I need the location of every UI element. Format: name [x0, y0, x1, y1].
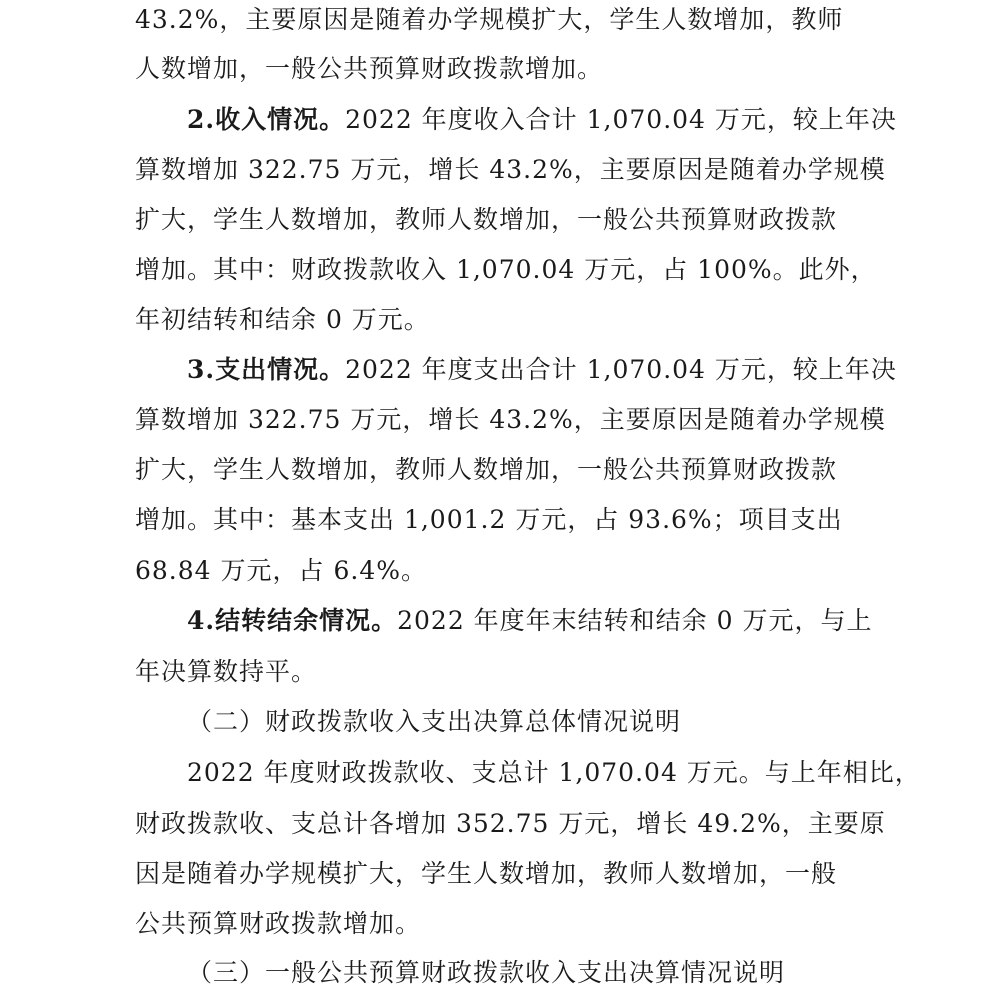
- text-line-16: [187, 753, 921, 793]
- line-text: 财政拨款收、支总计各增加 352.75 万元，增长 49.2%，主要原: [135, 809, 886, 838]
- text-line-9: [135, 400, 886, 440]
- text-line-7: [135, 300, 430, 340]
- line-text: 2022 年度年末结转和结余 0 万元，与上: [397, 606, 873, 635]
- line-text: 算数增加 322.75 万元，增长 43.2%，主要原因是随着办学规模: [135, 155, 886, 184]
- line-text: 扩大，学生人数增加，教师人数增加，一般公共预算财政拨款: [135, 455, 838, 484]
- line-text: 公共预算财政拨款增加。: [135, 909, 422, 938]
- text-line-6: [135, 250, 877, 290]
- text-line-10: [135, 450, 837, 490]
- line-text: 算数增加 322.75 万元，增长 43.2%，主要原因是随着办学规模: [135, 405, 886, 434]
- section-4-balance-heading-line: [187, 601, 872, 641]
- text-line-17: [135, 804, 886, 844]
- line-text: 2022 年度财政拨款收、支总计 1,070.04 万元。与上年相比，: [187, 758, 921, 787]
- text-line-18: [135, 854, 837, 894]
- line-text: 人数增加，一般公共预算财政拨款增加。: [135, 54, 604, 83]
- text-line-12: [135, 551, 427, 591]
- section-heading: 4.结转结余情况。: [187, 606, 398, 635]
- line-text: 2022 年度支出合计 1,070.04 万元，较上年决: [345, 355, 897, 384]
- text-line-1: [135, 0, 843, 40]
- line-text: 增加。其中：财政拨款收入 1,070.04 万元，占 100%。此外，: [135, 255, 877, 284]
- section-heading: 2.收入情况。: [187, 105, 346, 134]
- text-line-4: [135, 150, 886, 190]
- line-text: 68.84 万元，占 6.4%。: [135, 556, 427, 585]
- text-line-14: [135, 652, 317, 692]
- text-line-5: [135, 200, 837, 240]
- subsection-3-title: [187, 953, 785, 993]
- subsection-heading: （二）财政拨款收入支出决算总体情况说明: [187, 707, 682, 736]
- line-text: 因是随着办学规模扩大，学生人数增加，教师人数增加，一般: [135, 859, 838, 888]
- text-line-2: [135, 49, 603, 89]
- text-line-11: [135, 500, 843, 540]
- line-text: 扩大，学生人数增加，教师人数增加，一般公共预算财政拨款: [135, 205, 838, 234]
- line-text: 年决算数持平。: [135, 657, 318, 686]
- section-3-expense-heading-line: [187, 350, 897, 390]
- line-text: 增加。其中：基本支出 1,001.2 万元，占 93.6%；项目支出: [135, 505, 843, 534]
- line-text: 43.2%，主要原因是随着办学规模扩大，学生人数增加，教师: [135, 5, 844, 34]
- section-heading: 3.支出情况。: [187, 355, 346, 384]
- section-2-income-heading-line: [187, 100, 897, 140]
- subsection-heading: （三）一般公共预算财政拨款收入支出决算情况说明: [187, 958, 786, 987]
- line-text: 2022 年度收入合计 1,070.04 万元，较上年决: [345, 105, 897, 134]
- subsection-2-title: [187, 702, 681, 742]
- text-line-19: [135, 904, 421, 944]
- line-text: 年初结转和结余 0 万元。: [135, 305, 430, 334]
